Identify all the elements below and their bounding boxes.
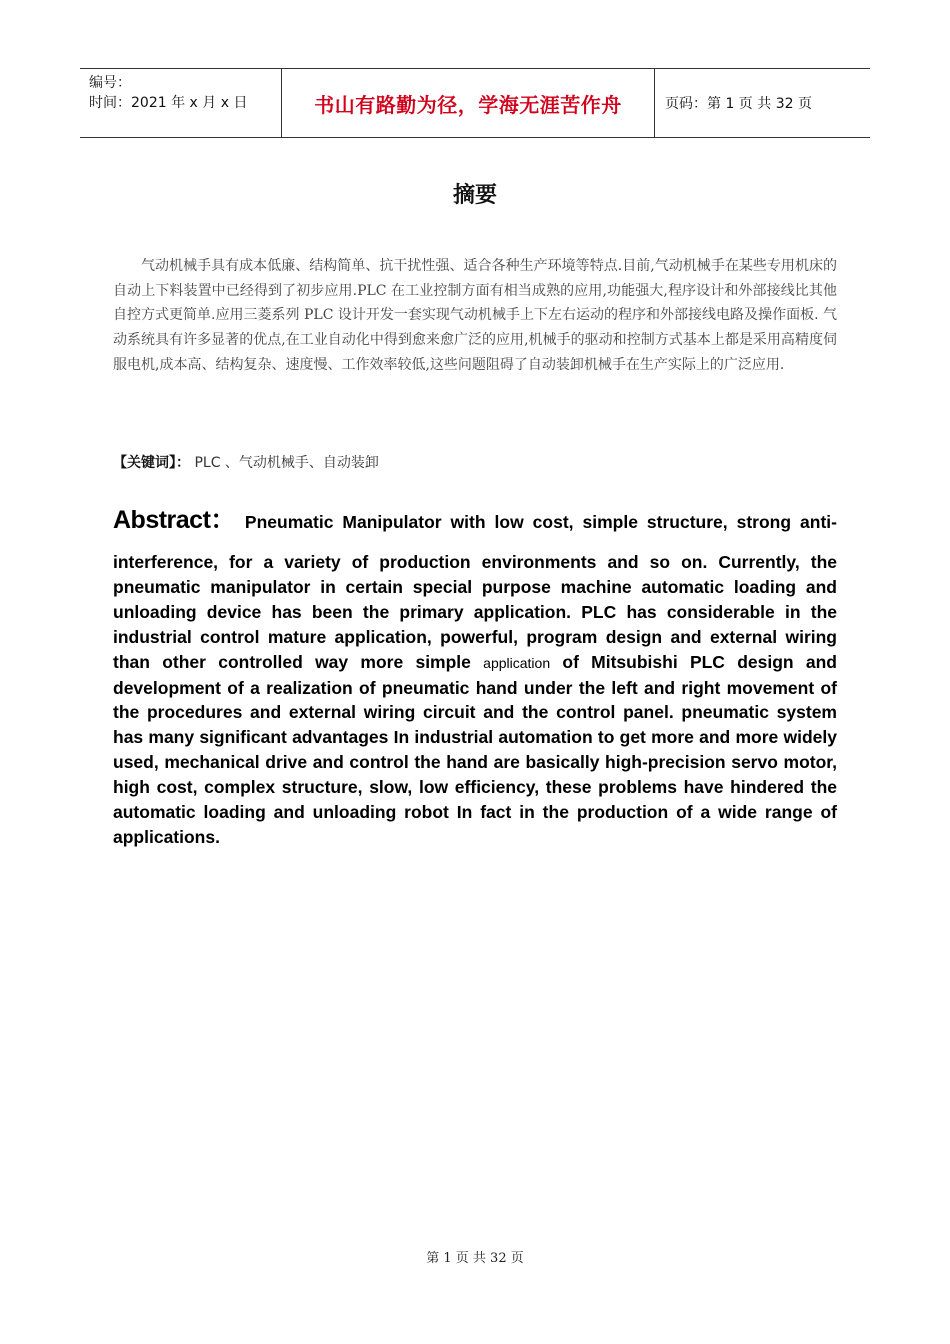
- keywords-line: [113, 452, 379, 472]
- header-page-info: 页码：第 1 页 共 32 页: [665, 96, 812, 112]
- english-abstract-text-2: of Mitsubishi PLC design and development of a realization of pneumatic hand under the left and right movement of the procedures and external wiring circuit and the control panel. pneumatic system has many significant advantages In industrial automation to get more and more widely used, mechanical drive and control the hand are basically high-precision servo motor, high cost, complex structure, slow, low efficiency, these problems have hindered the automatic loading and unloading robot In fact in the production of a wide range of applications.: [113, 651, 837, 847]
- page-title: 摘要: [452, 183, 497, 208]
- english-abstract-first-line: Pneumatic Manipulator with low cost, simple structure, strong anti-: [244, 512, 837, 532]
- document-date: 时间：2021 年 x 月 x 日: [89, 95, 248, 111]
- header-meta: [80, 69, 282, 137]
- keywords-value: PLC 、气动机械手、自动装卸: [194, 455, 379, 471]
- english-abstract-text-1: interference, for a variety of production environments and so on. Currently, the pneumatic manipulator in certain special purpose machine automatic loading and unloading device has been the primary application. PLC has considerable in the industrial control mature application, powerful, program design and external wiring than other controlled way more simple: [113, 552, 837, 672]
- english-abstract-small-word: application: [483, 654, 551, 671]
- chinese-abstract: 气动机械手具有成本低廉、结构简单、抗干扰性强、适合各种生产环境等特点.目前,气动机械手在某些专用机床的自动上下料装置中已经得到了初步应用.PLC 在工业控制方面有相当成熟的应用,功能强大,程序设计和外部接线比其他自控方式更简单.应用三菱系列 PLC 设计开发一套实现气动机械手上下左右运动的程序和外部接线电路及操作面板. 气动系统具有许多显著的优点,在工业自动化中得到愈来愈广泛的应用,机械手的驱动和控制方式基本上都是采用高精度伺服电机,成本高、结构复杂、速度慢、工作效率较低,这些问题阻碍了自动装卸机械手在生产实际上的广泛应用.: [113, 258, 837, 373]
- english-abstract-heading: [113, 500, 837, 536]
- keywords-label: 【关键词】：: [113, 455, 190, 471]
- document-number-label: 编号：: [89, 75, 131, 91]
- document-header: [80, 68, 870, 138]
- page-footer: 第 1 页 共 32 页: [426, 1251, 524, 1266]
- english-abstract-body: [113, 550, 837, 850]
- english-abstract-label: Abstract：: [113, 506, 235, 534]
- header-motto: 书山有路勤为径，学海无涯苦作舟: [282, 69, 655, 137]
